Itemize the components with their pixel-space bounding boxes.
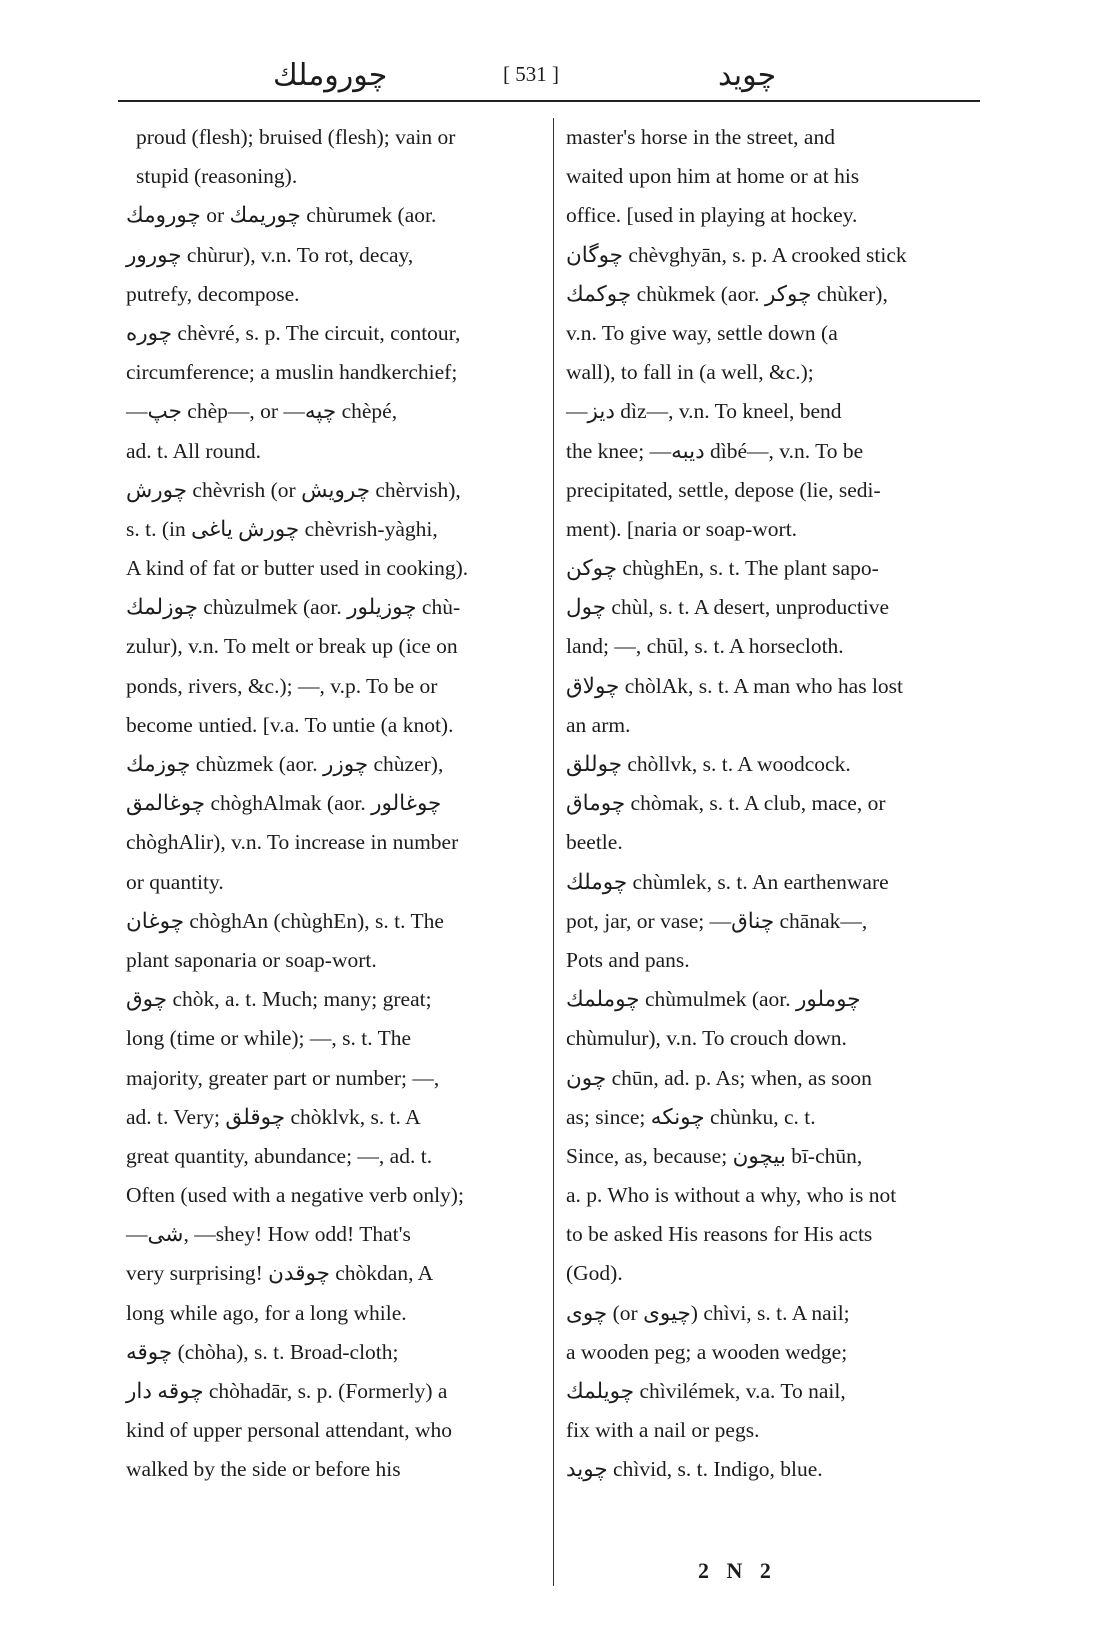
left-column (120, 118, 530, 1490)
text-line: ad. t. Very; چوقلق chòklvk, s. t. A (126, 1104, 421, 1129)
text-line: walked by the side or before his (126, 1457, 401, 1482)
column-divider (553, 118, 554, 1586)
text-line: plant saponaria or soap-wort. (126, 947, 377, 972)
text-line: to be asked His reasons for His acts (566, 1222, 873, 1247)
text-line: stupid (reasoning). (136, 164, 298, 189)
text-line: چوكمك chùkmek (aor. چوكر chùker), (566, 281, 888, 306)
text-line: as; since; چونكه chùnku, c. t. (566, 1104, 816, 1129)
text-line: chùmulur), v.n. To crouch down. (566, 1026, 847, 1051)
text-line: Pots and pans. (566, 947, 690, 972)
text-line: چوملمك chùmulmek (aor. چوملور (566, 987, 861, 1012)
signature-mark: 2 N 2 (698, 1558, 777, 1583)
text-line: putrefy, decompose. (126, 281, 300, 306)
text-line: چوقه (chòha), s. t. Broad-cloth; (126, 1339, 399, 1364)
text-line: fix with a nail or pegs. (566, 1418, 760, 1443)
text-line: چوزمك chùzmek (aor. چوزر chùzer), (126, 752, 444, 776)
text-line: ad. t. All round. (126, 438, 261, 463)
text-line: very surprising! چوقدن chòkdan, A (126, 1261, 434, 1286)
text-line: majority, greater part or number; —, (126, 1065, 440, 1090)
text-line: ponds, rivers, &c.); —, v.p. To be or (126, 673, 438, 698)
text-line: zulur), v.n. To melt or break up (ice on (126, 634, 458, 659)
text-line: چوقه دار chòhadār, s. p. (Formerly) a (126, 1379, 448, 1403)
right-column (560, 118, 960, 1490)
text-line: great quantity, abundance; —, ad. t. (126, 1143, 433, 1168)
text-line: چولاق chòlAk, s. t. A man who has lost (566, 673, 904, 698)
text-line: چون chūn, ad. p. As; when, as soon (566, 1065, 872, 1090)
text-line: چوى (or چيوى) chìvi, s. t. A nail; (566, 1300, 850, 1325)
page-number: [ 531 ] (503, 62, 559, 86)
text-line: land; —, chūl, s. t. A horsecloth. (566, 634, 844, 659)
text-line: —جپ chèp—, or —چپه chèpé, (126, 399, 398, 424)
text-line: master's horse in the street, and (566, 125, 835, 149)
text-line: chòghAlir), v.n. To increase in number (126, 830, 459, 855)
text-line: چوزلمك chùzulmek (aor. چوزيلور chù- (126, 595, 461, 620)
text-line: long while ago, for a long while. (126, 1300, 407, 1325)
text-line: —شى, —shey! How odd! That's (126, 1222, 411, 1247)
text-line: —ديز dìz—, v.n. To kneel, bend (566, 399, 842, 424)
text-line: چوماق chòmak, s. t. A club, mace, or (566, 791, 886, 816)
text-line: چوغالمق chòghAlmak (aor. چوغالور (126, 791, 442, 816)
text-line: a. p. Who is without a why, who is not (566, 1183, 897, 1208)
text-line: چويد chìvid, s. t. Indigo, blue. (566, 1457, 823, 1482)
text-line: A kind of fat or butter used in cooking). (126, 556, 469, 581)
text-line: an arm. (566, 712, 631, 737)
text-line: چويلمك chìvilémek, v.a. To nail, (566, 1379, 846, 1403)
text-line: kind of upper personal attendant, who (126, 1418, 452, 1443)
text-line: the knee; —ديبه dìbé—, v.n. To be (566, 438, 864, 463)
text-line: wall), to fall in (a well, &c.); (566, 360, 814, 385)
text-line: long (time or while); —, s. t. The (126, 1026, 412, 1051)
text-line: or quantity. (126, 869, 224, 894)
page-header (118, 58, 980, 96)
text-line: (God). (566, 1261, 623, 1286)
text-line: pot, jar, or vase; —چناق chānak—, (566, 908, 868, 933)
text-line: become untied. [v.a. To untie (a knot). (126, 712, 454, 737)
text-line: a wooden peg; a wooden wedge; (566, 1339, 848, 1364)
text-line: چوره chèvré, s. p. The circuit, contour, (126, 320, 461, 345)
header-right-guide-word: چويد (718, 58, 777, 93)
text-line: چوملك chùmlek, s. t. An earthenware (566, 869, 889, 894)
text-line: چوكن chùghEn, s. t. The plant sapo- (566, 556, 879, 581)
text-line: v.n. To give way, settle down (a (566, 320, 838, 345)
text-line: proud (flesh); bruised (flesh); vain or (136, 125, 456, 149)
text-line: ment). [naria or soap-wort. (566, 516, 798, 541)
text-line: precipitated, settle, depose (lie, sedi- (566, 477, 881, 502)
text-line: office. [used in playing at hockey. (566, 203, 858, 228)
text-line: چوگان chèvghyān, s. p. A crooked stick (566, 242, 907, 267)
text-line: s. t. (in چورش ياغى chèvrish-yàghi, (126, 516, 438, 541)
text-line: circumference; a muslin handkerchief; (126, 360, 458, 385)
text-line: Since, as, because; بيچون bī-chūn, (566, 1143, 863, 1168)
text-line: beetle. (566, 830, 623, 855)
text-line: چوغان chòghAn (chùghEn), s. t. The (126, 908, 444, 933)
text-line: چوللق chòllvk, s. t. A woodcock. (566, 752, 851, 776)
text-line: چورومك or چوريمك chùrumek (aor. (126, 203, 437, 228)
header-rule (118, 100, 980, 102)
text-line: Often (used with a negative verb only); (126, 1183, 464, 1208)
text-line: waited upon him at home or at his (566, 164, 860, 189)
text-line: چورش chèvrish (or چرويش chèrvish), (126, 477, 461, 502)
text-line: چول chùl, s. t. A desert, unproductive (566, 595, 890, 620)
header-left-guide-word: چوروملك (273, 58, 388, 93)
text-line: چورور chùrur), v.n. To rot, decay, (126, 242, 414, 267)
text-line: چوق chòk, a. t. Much; many; great; (126, 987, 432, 1012)
